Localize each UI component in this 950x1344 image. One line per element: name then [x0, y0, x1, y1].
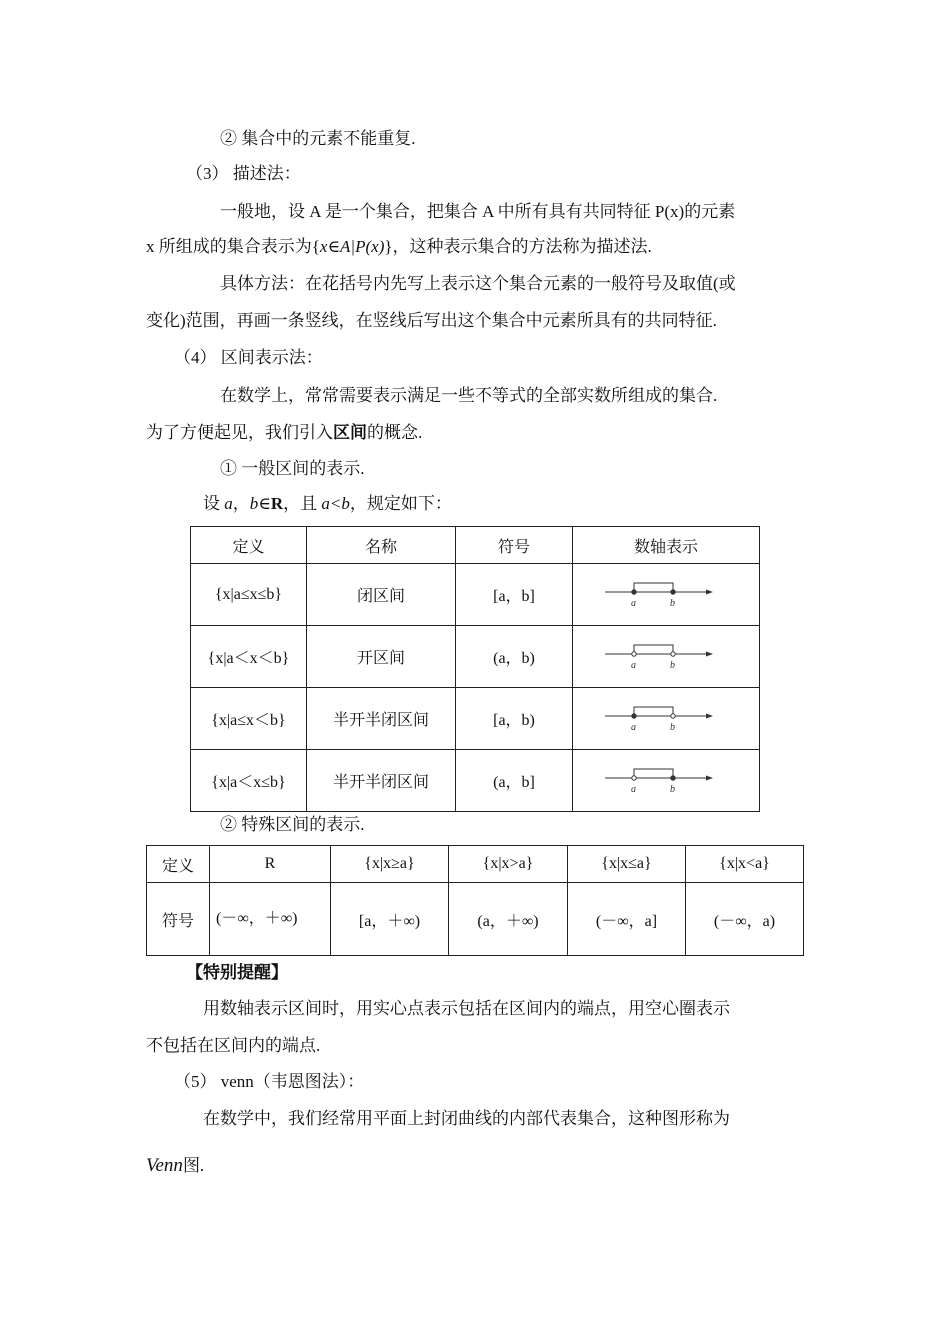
definition-cell: {x|a≤x＜b}	[191, 688, 307, 750]
endpoint-a	[632, 590, 636, 594]
axis-arrow-icon	[706, 714, 713, 719]
heading-venn-method: （5） venn（韦恩图法）：	[174, 1072, 365, 1091]
label-b: b	[670, 598, 675, 609]
symbol-cell: (－∞，a]	[568, 883, 686, 956]
endpoint-a	[632, 776, 636, 780]
name-cell: 开区间	[307, 626, 456, 688]
interval-term: 区间	[333, 423, 367, 442]
label-a: a	[631, 598, 636, 609]
number-line-cell	[573, 750, 760, 812]
header-definition: 定义	[191, 527, 307, 564]
symbol-cell: [a，＋∞)	[331, 883, 449, 956]
definition-cell: {x|a≤x≤b}	[191, 564, 307, 626]
definition-cell: {x|a＜x≤b}	[191, 750, 307, 812]
interval-paragraph-line1: 在数学上，常常需要表示满足一些不等式的全部实数所组成的集合.	[220, 386, 718, 405]
general-interval-heading: ① 一般区间的表示.	[220, 459, 365, 478]
number-line-diagram	[603, 703, 715, 735]
interval-bracket	[634, 707, 673, 716]
label-a: a	[631, 784, 636, 795]
axis-arrow-icon	[706, 590, 713, 595]
definition-cell: {x|x>a}	[449, 846, 568, 883]
label-symbol: 符号	[147, 883, 210, 956]
label-b: b	[670, 722, 675, 733]
endpoint-a	[632, 714, 636, 718]
header-symbol: 符号	[456, 527, 573, 564]
symbol-cell: (a，＋∞)	[449, 883, 568, 956]
set-builder-math: x∈A|P(x)	[319, 237, 385, 256]
endpoint-b	[671, 714, 675, 718]
name-cell: 闭区间	[307, 564, 456, 626]
reminder-paragraph-line1: 用数轴表示区间时，用实心点表示包括在区间内的端点，用空心圈表示	[203, 999, 730, 1018]
endpoint-b	[671, 776, 675, 780]
number-line-diagram	[603, 579, 715, 611]
number-line-cell	[573, 564, 760, 626]
symbol-cell: [a，b)	[456, 688, 573, 750]
table-row	[191, 564, 760, 626]
symbol-cell: (a，b]	[456, 750, 573, 812]
endpoint-a	[632, 652, 636, 656]
reminder-paragraph-line2: 不包括在区间内的端点.	[146, 1036, 321, 1055]
definition-cell: {x|x≤a}	[568, 846, 686, 883]
label-a: a	[631, 722, 636, 733]
method-paragraph-line1: 具体方法：在花括号内先写上表示这个集合元素的一般符号及取值(或	[220, 274, 736, 293]
assumption-line: 设 a，b∈R，且 a<b，规定如下：	[203, 494, 452, 513]
endpoint-b	[671, 652, 675, 656]
interval-bracket	[634, 769, 673, 778]
table-row	[191, 626, 760, 688]
name-cell: 半开半闭区间	[307, 688, 456, 750]
table-row	[191, 688, 760, 750]
label-a: a	[631, 660, 636, 671]
special-interval-heading: ② 特殊区间的表示.	[220, 815, 365, 834]
description-paragraph-line2: x 所组成的集合表示为{x∈A|P(x)}，这种表示集合的方法称为描述法.	[146, 237, 652, 256]
property-no-duplicates: ② 集合中的元素不能重复.	[220, 129, 416, 148]
symbol-cell: [a，b]	[456, 564, 573, 626]
label-definition: 定义	[147, 846, 210, 883]
symbol-cell: (－∞，a)	[686, 883, 804, 956]
symbol-cell: (－∞，＋∞)	[210, 883, 331, 956]
label-b: b	[670, 784, 675, 795]
special-reminder-heading: 【特别提醒】	[186, 963, 288, 982]
description-paragraph-line1: 一般地，设 A 是一个集合，把集合 A 中所有具有共同特征 P(x)的元素	[220, 202, 736, 221]
definition-cell: {x|x≥a}	[331, 846, 449, 883]
general-interval-table	[190, 526, 760, 812]
symbol-cell: (a，b)	[456, 626, 573, 688]
venn-paragraph-line2: Venn图.	[146, 1155, 205, 1176]
name-cell: 半开半闭区间	[307, 750, 456, 812]
number-line-diagram	[603, 765, 715, 797]
axis-arrow-icon	[706, 776, 713, 781]
interval-bracket	[634, 583, 673, 592]
special-interval-table	[146, 845, 804, 956]
header-name: 名称	[307, 527, 456, 564]
interval-bracket	[634, 645, 673, 654]
heading-interval-notation: （4） 区间表示法：	[174, 348, 323, 367]
heading-description-method: （3） 描述法：	[186, 164, 301, 183]
definition-cell: {x|x<a}	[686, 846, 804, 883]
header-number-line: 数轴表示	[573, 527, 760, 564]
number-line-diagram	[603, 641, 715, 673]
label-b: b	[670, 660, 675, 671]
number-line-cell	[573, 688, 760, 750]
definition-cell: {x|a＜x＜b}	[191, 626, 307, 688]
venn-paragraph-line1: 在数学中，我们经常用平面上封闭曲线的内部代表集合，这种图形称为	[203, 1109, 730, 1128]
axis-arrow-icon	[706, 652, 713, 657]
endpoint-b	[671, 590, 675, 594]
number-line-cell	[573, 626, 760, 688]
table-row	[191, 750, 760, 812]
method-paragraph-line2: 变化)范围，再画一条竖线，在竖线后写出这个集合中元素所具有的共同特征.	[146, 311, 717, 330]
interval-paragraph-line2: 为了方便起见，我们引入区间的概念.	[146, 423, 423, 442]
definition-cell: R	[210, 846, 331, 883]
